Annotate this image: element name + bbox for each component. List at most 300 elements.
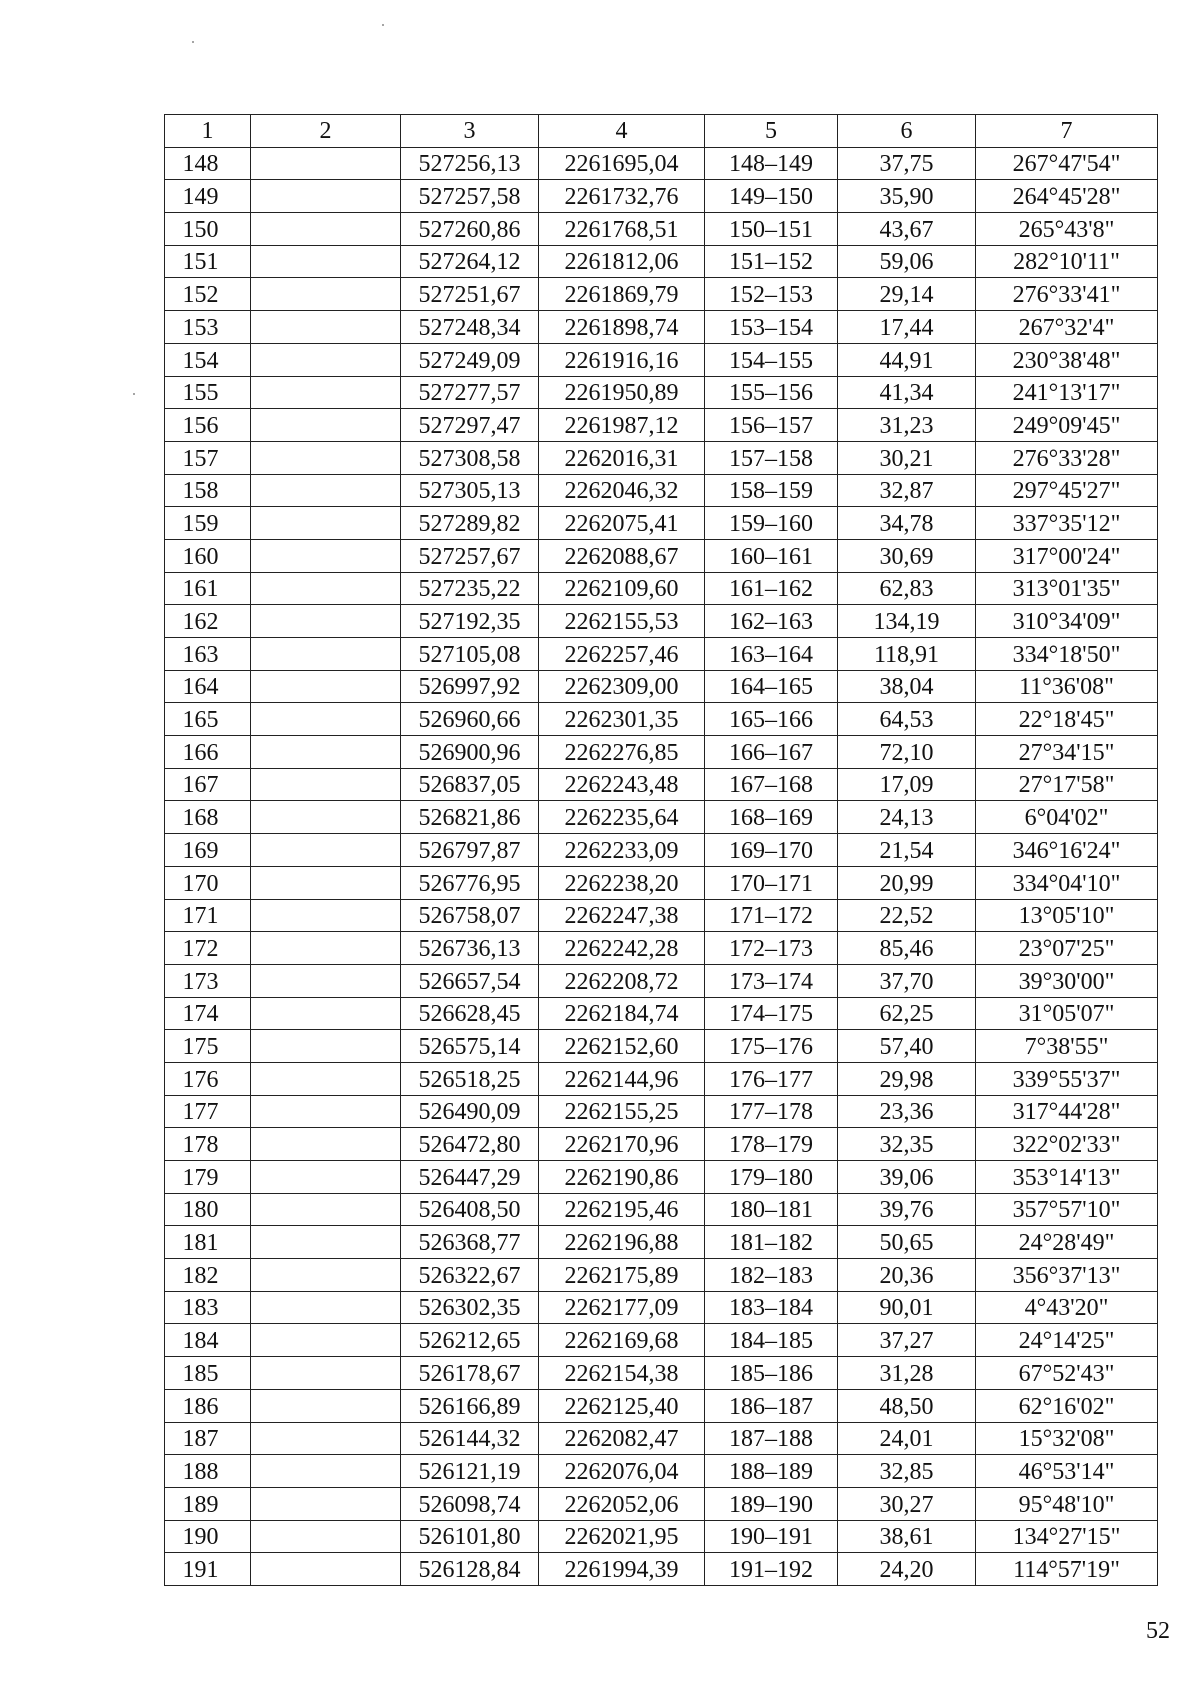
table-row (165, 964, 1158, 997)
cell-segment: 167–168 (705, 768, 838, 801)
cell-bearing: 6°04'02" (976, 801, 1158, 834)
cell-segment: 166–167 (705, 736, 838, 769)
cell-y-coordinate: 2261987,12 (539, 409, 705, 442)
table-row (165, 768, 1158, 801)
cell-bearing: 46°53'14" (976, 1455, 1158, 1488)
cell-length: 90,01 (838, 1291, 976, 1324)
cell-segment: 188–189 (705, 1455, 838, 1488)
cell-length: 39,76 (838, 1193, 976, 1226)
header-cell-6: 6 (838, 115, 976, 148)
cell-bearing: 297°45'27" (976, 474, 1158, 507)
cell-y-coordinate: 2262169,68 (539, 1324, 705, 1357)
cell-length: 31,28 (838, 1357, 976, 1390)
table-row (165, 1324, 1158, 1357)
cell-x-coordinate: 526997,92 (401, 670, 539, 703)
cell-length: 31,23 (838, 409, 976, 442)
cell-bearing: 31°05'07" (976, 997, 1158, 1030)
cell-point-number: 191 (165, 1553, 251, 1586)
cell-segment: 158–159 (705, 474, 838, 507)
cell-x-coordinate: 527105,08 (401, 638, 539, 671)
cell-length: 30,27 (838, 1487, 976, 1520)
cell-segment: 189–190 (705, 1487, 838, 1520)
cell-empty (251, 1259, 401, 1292)
cell-length: 44,91 (838, 343, 976, 376)
cell-empty (251, 703, 401, 736)
cell-segment: 164–165 (705, 670, 838, 703)
cell-segment: 173–174 (705, 964, 838, 997)
cell-bearing: 267°47'54" (976, 147, 1158, 180)
cell-length: 32,87 (838, 474, 976, 507)
cell-length: 23,36 (838, 1095, 976, 1128)
cell-x-coordinate: 527289,82 (401, 507, 539, 540)
cell-empty (251, 1324, 401, 1357)
cell-x-coordinate: 526821,86 (401, 801, 539, 834)
cell-point-number: 166 (165, 736, 251, 769)
cell-bearing: 357°57'10" (976, 1193, 1158, 1226)
table-row (165, 311, 1158, 344)
cell-y-coordinate: 2262257,46 (539, 638, 705, 671)
cell-y-coordinate: 2262276,85 (539, 736, 705, 769)
cell-length: 37,27 (838, 1324, 976, 1357)
cell-y-coordinate: 2262109,60 (539, 572, 705, 605)
cell-y-coordinate: 2262075,41 (539, 507, 705, 540)
cell-empty (251, 1030, 401, 1063)
table-row (165, 1193, 1158, 1226)
cell-segment: 177–178 (705, 1095, 838, 1128)
cell-point-number: 162 (165, 605, 251, 638)
cell-empty (251, 1455, 401, 1488)
cell-length: 35,90 (838, 180, 976, 213)
cell-length: 24,01 (838, 1422, 976, 1455)
cell-x-coordinate: 526302,35 (401, 1291, 539, 1324)
cell-segment: 159–160 (705, 507, 838, 540)
cell-point-number: 190 (165, 1520, 251, 1553)
cell-length: 20,36 (838, 1259, 976, 1292)
cell-x-coordinate: 526144,32 (401, 1422, 539, 1455)
cell-y-coordinate: 2262155,25 (539, 1095, 705, 1128)
table-row (165, 1389, 1158, 1422)
cell-bearing: 334°04'10" (976, 866, 1158, 899)
cell-x-coordinate: 527248,34 (401, 311, 539, 344)
cell-length: 134,19 (838, 605, 976, 638)
cell-segment: 181–182 (705, 1226, 838, 1259)
cell-x-coordinate: 527260,86 (401, 213, 539, 246)
table-body (165, 115, 1158, 1586)
cell-x-coordinate: 526518,25 (401, 1062, 539, 1095)
cell-segment: 157–158 (705, 441, 838, 474)
cell-empty (251, 1161, 401, 1194)
cell-segment: 160–161 (705, 539, 838, 572)
cell-point-number: 156 (165, 409, 251, 442)
cell-bearing: 322°02'33" (976, 1128, 1158, 1161)
cell-length: 57,40 (838, 1030, 976, 1063)
cell-bearing: 346°16'24" (976, 834, 1158, 867)
cell-bearing: 356°37'13" (976, 1259, 1158, 1292)
cell-empty (251, 1128, 401, 1161)
cell-point-number: 167 (165, 768, 251, 801)
cell-bearing: 39°30'00" (976, 964, 1158, 997)
cell-point-number: 178 (165, 1128, 251, 1161)
cell-empty (251, 180, 401, 213)
cell-bearing: 22°18'45" (976, 703, 1158, 736)
cell-length: 30,21 (838, 441, 976, 474)
cell-point-number: 174 (165, 997, 251, 1030)
cell-empty (251, 572, 401, 605)
table-row (165, 1095, 1158, 1128)
cell-empty (251, 474, 401, 507)
cell-x-coordinate: 526408,50 (401, 1193, 539, 1226)
cell-length: 24,20 (838, 1553, 976, 1586)
cell-point-number: 159 (165, 507, 251, 540)
cell-y-coordinate: 2262235,64 (539, 801, 705, 834)
cell-bearing: 4°43'20" (976, 1291, 1158, 1324)
cell-empty (251, 964, 401, 997)
cell-empty (251, 311, 401, 344)
cell-length: 64,53 (838, 703, 976, 736)
cell-x-coordinate: 526178,67 (401, 1357, 539, 1390)
header-cell-7: 7 (976, 115, 1158, 148)
cell-bearing: 241°13'17" (976, 376, 1158, 409)
cell-y-coordinate: 2262184,74 (539, 997, 705, 1030)
cell-segment: 155–156 (705, 376, 838, 409)
header-cell-5: 5 (705, 115, 838, 148)
cell-empty (251, 1553, 401, 1586)
cell-empty (251, 213, 401, 246)
cell-y-coordinate: 2262088,67 (539, 539, 705, 572)
table-row (165, 180, 1158, 213)
header-cell-1: 1 (165, 115, 251, 148)
cell-point-number: 177 (165, 1095, 251, 1128)
cell-segment: 191–192 (705, 1553, 838, 1586)
cell-bearing: 11°36'08" (976, 670, 1158, 703)
cell-segment: 187–188 (705, 1422, 838, 1455)
cell-x-coordinate: 526776,95 (401, 866, 539, 899)
header-cell-2: 2 (251, 115, 401, 148)
cell-y-coordinate: 2261898,74 (539, 311, 705, 344)
cell-point-number: 173 (165, 964, 251, 997)
cell-point-number: 158 (165, 474, 251, 507)
cell-length: 38,61 (838, 1520, 976, 1553)
cell-segment: 156–157 (705, 409, 838, 442)
cell-length: 37,75 (838, 147, 976, 180)
scan-speck (382, 24, 384, 26)
cell-x-coordinate: 527235,22 (401, 572, 539, 605)
cell-x-coordinate: 526490,09 (401, 1095, 539, 1128)
cell-segment: 180–181 (705, 1193, 838, 1226)
cell-empty (251, 801, 401, 834)
cell-x-coordinate: 526322,67 (401, 1259, 539, 1292)
cell-segment: 169–170 (705, 834, 838, 867)
table-row (165, 409, 1158, 442)
cell-segment: 170–171 (705, 866, 838, 899)
cell-empty (251, 147, 401, 180)
cell-point-number: 163 (165, 638, 251, 671)
table-row (165, 1553, 1158, 1586)
cell-empty (251, 736, 401, 769)
cell-x-coordinate: 526575,14 (401, 1030, 539, 1063)
header-cell-4: 4 (539, 115, 705, 148)
cell-segment: 152–153 (705, 278, 838, 311)
cell-point-number: 161 (165, 572, 251, 605)
cell-point-number: 165 (165, 703, 251, 736)
cell-length: 20,99 (838, 866, 976, 899)
table-row (165, 572, 1158, 605)
cell-y-coordinate: 2262021,95 (539, 1520, 705, 1553)
cell-x-coordinate: 526121,19 (401, 1455, 539, 1488)
cell-length: 29,98 (838, 1062, 976, 1095)
cell-empty (251, 638, 401, 671)
cell-x-coordinate: 526837,05 (401, 768, 539, 801)
cell-bearing: 27°17'58" (976, 768, 1158, 801)
table-row (165, 638, 1158, 671)
cell-y-coordinate: 2261994,39 (539, 1553, 705, 1586)
cell-bearing: 264°45'28" (976, 180, 1158, 213)
cell-segment: 161–162 (705, 572, 838, 605)
cell-point-number: 183 (165, 1291, 251, 1324)
cell-length: 17,44 (838, 311, 976, 344)
cell-y-coordinate: 2262076,04 (539, 1455, 705, 1488)
cell-point-number: 189 (165, 1487, 251, 1520)
cell-x-coordinate: 527297,47 (401, 409, 539, 442)
cell-x-coordinate: 527251,67 (401, 278, 539, 311)
cell-segment: 178–179 (705, 1128, 838, 1161)
cell-empty (251, 1193, 401, 1226)
cell-point-number: 182 (165, 1259, 251, 1292)
cell-bearing: 353°14'13" (976, 1161, 1158, 1194)
cell-x-coordinate: 527264,12 (401, 245, 539, 278)
cell-bearing: 249°09'45" (976, 409, 1158, 442)
cell-x-coordinate: 527305,13 (401, 474, 539, 507)
cell-length: 41,34 (838, 376, 976, 409)
table-row (165, 1357, 1158, 1390)
cell-bearing: 15°32'08" (976, 1422, 1158, 1455)
cell-empty (251, 866, 401, 899)
table-row (165, 1487, 1158, 1520)
cell-empty (251, 245, 401, 278)
table-row (165, 1062, 1158, 1095)
cell-point-number: 176 (165, 1062, 251, 1095)
cell-empty (251, 1062, 401, 1095)
cell-y-coordinate: 2262190,86 (539, 1161, 705, 1194)
cell-y-coordinate: 2262247,38 (539, 899, 705, 932)
cell-point-number: 170 (165, 866, 251, 899)
cell-segment: 185–186 (705, 1357, 838, 1390)
cell-segment: 162–163 (705, 605, 838, 638)
cell-y-coordinate: 2261732,76 (539, 180, 705, 213)
table-row (165, 1226, 1158, 1259)
cell-empty (251, 539, 401, 572)
cell-bearing: 317°44'28" (976, 1095, 1158, 1128)
table-row (165, 474, 1158, 507)
table-row (165, 213, 1158, 246)
cell-bearing: 339°55'37" (976, 1062, 1158, 1095)
cell-bearing: 27°34'15" (976, 736, 1158, 769)
cell-bearing: 310°34'09" (976, 605, 1158, 638)
cell-segment: 182–183 (705, 1259, 838, 1292)
cell-segment: 154–155 (705, 343, 838, 376)
cell-point-number: 151 (165, 245, 251, 278)
table-row (165, 736, 1158, 769)
cell-bearing: 62°16'02" (976, 1389, 1158, 1422)
cell-empty (251, 768, 401, 801)
cell-bearing: 337°35'12" (976, 507, 1158, 540)
cell-y-coordinate: 2262195,46 (539, 1193, 705, 1226)
cell-length: 62,25 (838, 997, 976, 1030)
cell-point-number: 180 (165, 1193, 251, 1226)
cell-segment: 149–150 (705, 180, 838, 213)
cell-y-coordinate: 2262238,20 (539, 866, 705, 899)
cell-y-coordinate: 2262233,09 (539, 834, 705, 867)
cell-length: 39,06 (838, 1161, 976, 1194)
cell-bearing: 114°57'19" (976, 1553, 1158, 1586)
cell-bearing: 95°48'10" (976, 1487, 1158, 1520)
cell-bearing: 24°14'25" (976, 1324, 1158, 1357)
cell-y-coordinate: 2262154,38 (539, 1357, 705, 1390)
cell-length: 30,69 (838, 539, 976, 572)
cell-empty (251, 670, 401, 703)
table-row (165, 343, 1158, 376)
cell-length: 37,70 (838, 964, 976, 997)
cell-x-coordinate: 526101,80 (401, 1520, 539, 1553)
cell-empty (251, 1291, 401, 1324)
table-row (165, 376, 1158, 409)
coordinates-table (164, 114, 1158, 1586)
cell-point-number: 175 (165, 1030, 251, 1063)
cell-segment: 151–152 (705, 245, 838, 278)
cell-length: 38,04 (838, 670, 976, 703)
cell-point-number: 185 (165, 1357, 251, 1390)
table-row (165, 997, 1158, 1030)
cell-y-coordinate: 2262170,96 (539, 1128, 705, 1161)
cell-y-coordinate: 2261812,06 (539, 245, 705, 278)
cell-bearing: 265°43'8" (976, 213, 1158, 246)
table-row (165, 703, 1158, 736)
cell-length: 50,65 (838, 1226, 976, 1259)
cell-empty (251, 1357, 401, 1390)
cell-y-coordinate: 2262082,47 (539, 1422, 705, 1455)
scan-speck (192, 41, 194, 43)
cell-length: 21,54 (838, 834, 976, 867)
page-number: 52 (1146, 1618, 1170, 1644)
cell-x-coordinate: 526797,87 (401, 834, 539, 867)
cell-x-coordinate: 527256,13 (401, 147, 539, 180)
cell-bearing: 230°38'48" (976, 343, 1158, 376)
cell-y-coordinate: 2262208,72 (539, 964, 705, 997)
cell-empty (251, 1487, 401, 1520)
table-row (165, 539, 1158, 572)
table-row (165, 441, 1158, 474)
cell-y-coordinate: 2262242,28 (539, 932, 705, 965)
table-row (165, 147, 1158, 180)
cell-x-coordinate: 526960,66 (401, 703, 539, 736)
table-row (165, 605, 1158, 638)
cell-y-coordinate: 2262196,88 (539, 1226, 705, 1259)
table-row (165, 1455, 1158, 1488)
cell-y-coordinate: 2262155,53 (539, 605, 705, 638)
cell-y-coordinate: 2262016,31 (539, 441, 705, 474)
table-row (165, 1259, 1158, 1292)
cell-x-coordinate: 526098,74 (401, 1487, 539, 1520)
cell-bearing: 276°33'41" (976, 278, 1158, 311)
table-header-row (165, 115, 1158, 148)
table-row (165, 932, 1158, 965)
table-row (165, 1030, 1158, 1063)
cell-empty (251, 1095, 401, 1128)
cell-empty (251, 1422, 401, 1455)
cell-empty (251, 1389, 401, 1422)
cell-segment: 186–187 (705, 1389, 838, 1422)
table-row (165, 866, 1158, 899)
cell-point-number: 184 (165, 1324, 251, 1357)
cell-point-number: 188 (165, 1455, 251, 1488)
cell-point-number: 168 (165, 801, 251, 834)
cell-point-number: 160 (165, 539, 251, 572)
cell-x-coordinate: 526128,84 (401, 1553, 539, 1586)
cell-segment: 172–173 (705, 932, 838, 965)
cell-segment: 183–184 (705, 1291, 838, 1324)
cell-bearing: 67°52'43" (976, 1357, 1158, 1390)
cell-length: 43,67 (838, 213, 976, 246)
cell-bearing: 317°00'24" (976, 539, 1158, 572)
cell-point-number: 157 (165, 441, 251, 474)
table-row (165, 1422, 1158, 1455)
cell-empty (251, 278, 401, 311)
cell-empty (251, 932, 401, 965)
cell-length: 72,10 (838, 736, 976, 769)
cell-segment: 163–164 (705, 638, 838, 671)
cell-length: 29,14 (838, 278, 976, 311)
cell-x-coordinate: 527257,58 (401, 180, 539, 213)
scan-speck (133, 393, 135, 395)
table-row (165, 245, 1158, 278)
cell-empty (251, 376, 401, 409)
cell-point-number: 149 (165, 180, 251, 213)
cell-point-number: 164 (165, 670, 251, 703)
cell-bearing: 134°27'15" (976, 1520, 1158, 1553)
table-row (165, 801, 1158, 834)
cell-x-coordinate: 527277,57 (401, 376, 539, 409)
cell-empty (251, 441, 401, 474)
cell-segment: 190–191 (705, 1520, 838, 1553)
cell-empty (251, 834, 401, 867)
cell-length: 22,52 (838, 899, 976, 932)
cell-y-coordinate: 2261768,51 (539, 213, 705, 246)
cell-segment: 179–180 (705, 1161, 838, 1194)
cell-segment: 171–172 (705, 899, 838, 932)
cell-x-coordinate: 527257,67 (401, 539, 539, 572)
cell-empty (251, 507, 401, 540)
cell-point-number: 148 (165, 147, 251, 180)
cell-y-coordinate: 2262144,96 (539, 1062, 705, 1095)
cell-y-coordinate: 2261869,79 (539, 278, 705, 311)
cell-length: 118,91 (838, 638, 976, 671)
cell-segment: 175–176 (705, 1030, 838, 1063)
cell-length: 48,50 (838, 1389, 976, 1422)
cell-segment: 148–149 (705, 147, 838, 180)
cell-segment: 153–154 (705, 311, 838, 344)
cell-y-coordinate: 2262125,40 (539, 1389, 705, 1422)
cell-empty (251, 1226, 401, 1259)
cell-empty (251, 997, 401, 1030)
cell-x-coordinate: 526628,45 (401, 997, 539, 1030)
cell-length: 85,46 (838, 932, 976, 965)
cell-empty (251, 1520, 401, 1553)
cell-segment: 174–175 (705, 997, 838, 1030)
table-row (165, 278, 1158, 311)
cell-length: 17,09 (838, 768, 976, 801)
cell-point-number: 152 (165, 278, 251, 311)
cell-bearing: 313°01'35" (976, 572, 1158, 605)
